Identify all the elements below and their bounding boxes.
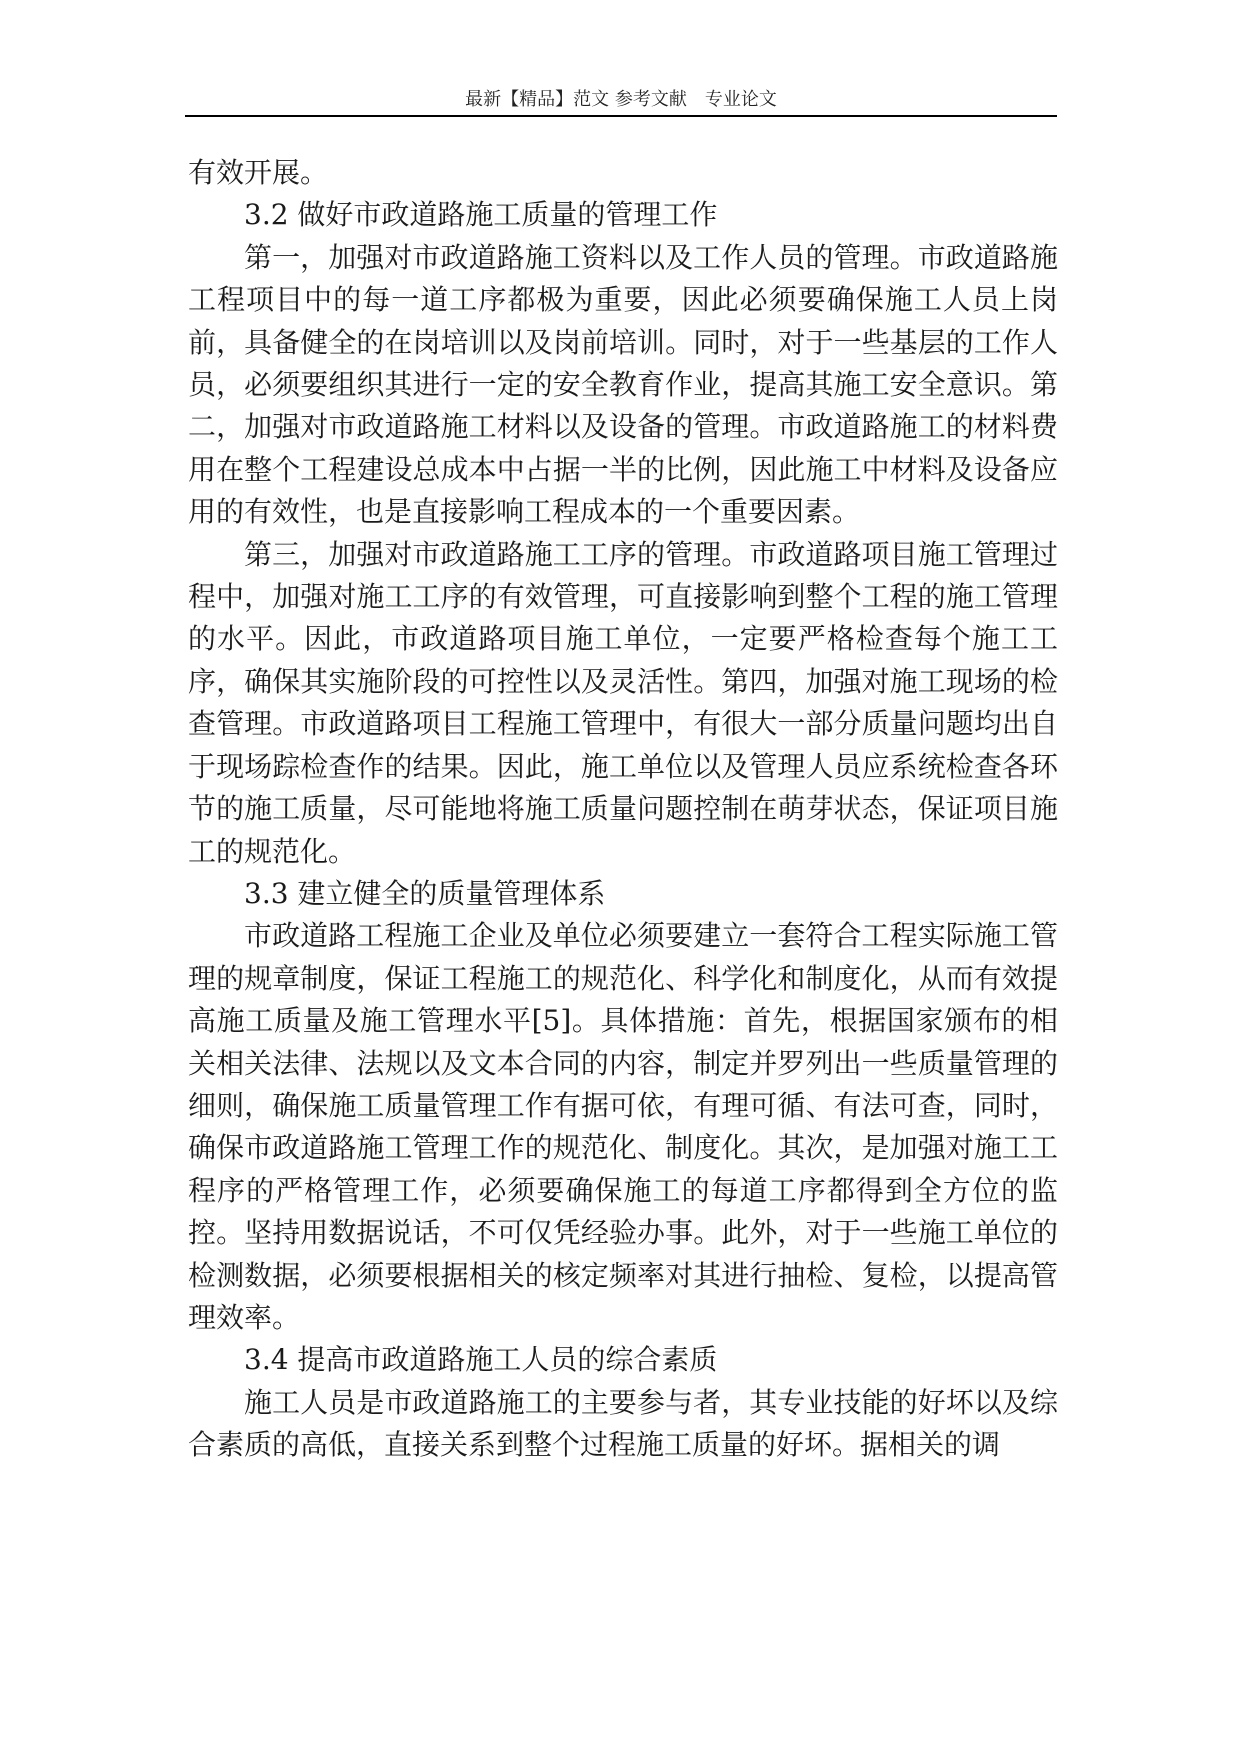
section-heading-3-4: 3.4 提高市政道路施工人员的综合素质 [244,1343,718,1377]
paragraph-quality-management-1: 第一，加强对市政道路施工资料以及工作人员的管理。市政道路施工程项目中的每一道工序都极为重要，因此必须要确保施工人员上岗前，具备健全的在岗培训以及岗前培训。同时，对于一些基层的工作人员，必须要组织其进行一定的安全教育作业，提高其施工安全意识。第二，加强对市政道路施工材料以及设备的管理。市政道路施工的材料费用在整个工程建设总成本中占据一半的比例，因此施工中材料及设备应用的有效性，也是直接影响工程成本的一个重要因素。 [188,240,1058,529]
paragraph-quality-system: 市政道路工程施工企业及单位必须要建立一套符合工程实际施工管理的规章制度，保证工程施工的规范化、科学化和制度化，从而有效提高施工质量及施工管理水平[5]。具体措施：首先，根据国家颁布的相关相关法律、法规以及文本合同的内容，制定并罗列出一些质量管理的细则，确保施工质量管理工作有据可依，有理可循、有法可查，同时，确保市政道路施工管理工作的规范化、制度化。其次，是加强对施工工程序的严格管理工作，必须要确保施工的每道工序都得到全方位的监控。坚持用数据说话，不可仅凭经验办事。此外，对于一些施工单位的检测数据，必须要根据相关的核定频率对其进行抽检、复检，以提高管理效率。 [188,919,1058,1334]
paragraph-quality-management-2: 第三，加强对市政道路施工工序的管理。市政道路项目施工管理过程中，加强对施工工序的有效管理，可直接影响到整个工程的施工管理的水平。因此，市政道路项目施工单位，一定要严格检查每个施工工序，确保其实施阶段的可控性以及灵活性。第四，加强对施工现场的检查管理。市政道路项目工程施工管理中，有很大一部分质量问题均出自于现场踪检查作的结果。因此，施工单位以及管理人员应系统检查各环节的施工质量，尽可能地将施工质量问题控制在萌芽状态，保证项目施工的规范化。 [188,537,1058,868]
page-header: 最新【精品】范文 参考文献 专业论文 [465,89,777,110]
header-rule [185,115,1057,117]
section-heading-3-2: 3.2 做好市政道路施工质量的管理工作 [244,198,718,232]
document-body [188,152,1058,1467]
section-heading-3-3: 3.3 建立健全的质量管理体系 [244,876,606,910]
paragraph-continuation: 有效开展。 [188,156,329,189]
paragraph-personnel-quality: 施工人员是市政道路施工的主要参与者，其专业技能的好坏以及综合素质的高低，直接关系到整个过程施工质量的好坏。据相关的调 [188,1385,1058,1462]
